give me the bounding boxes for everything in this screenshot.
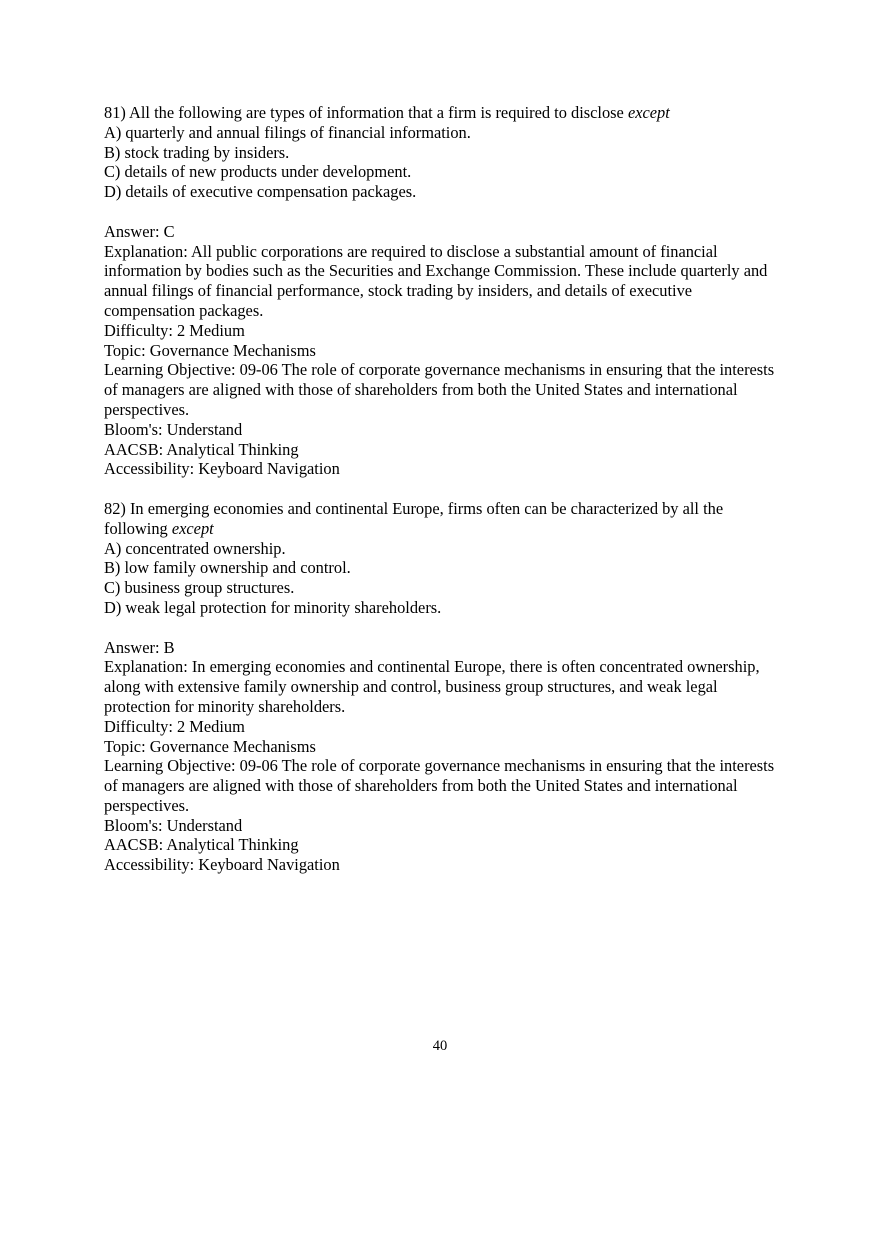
page-content	[104, 103, 784, 875]
question-stem-text: 81) All the following are types of information that a firm is required to disclose	[104, 103, 628, 122]
explanation: Explanation: In emerging economies and continental Europe, there is often concentrated ownership, along with extensive family ownership and control, business group structures, and weak legal protection for minority shareholders.	[104, 657, 760, 716]
spacer	[104, 202, 784, 222]
explanation: Explanation: All public corporations are required to disclose a substantial amount of financial information by bodies such as the Securities and Exchange Commission. These include quarterly and annual filings of financial performance, stock trading by insiders, and details of executive compensation packages.	[104, 241, 768, 320]
answer-key: Answer: C	[104, 221, 175, 241]
topic: Topic: Governance Mechanisms	[104, 736, 316, 756]
answer-option: D) weak legal protection for minority shareholders.	[104, 597, 442, 617]
difficulty: Difficulty: 2 Medium	[104, 320, 245, 340]
accessibility-tag: Accessibility: Keyboard Navigation	[104, 459, 340, 479]
question-block	[104, 103, 784, 479]
aacsb-tag: AACSB: Analytical Thinking	[104, 835, 299, 855]
question-stem	[104, 499, 784, 539]
question-stem-emphasis: except	[171, 518, 214, 538]
question-block	[104, 499, 784, 875]
answer-option: D) details of executive compensation packages.	[104, 182, 417, 202]
question-stem-text: 82) In emerging economies and continental Europe, firms often can be characterized by all the following	[104, 498, 724, 538]
topic: Topic: Governance Mechanisms	[104, 340, 316, 360]
spacer	[104, 618, 784, 638]
answer-key: Answer: B	[104, 637, 175, 657]
aacsb-tag: AACSB: Analytical Thinking	[104, 439, 299, 459]
learning-objective: Learning Objective: 09-06 The role of corporate governance mechanisms in ensuring that the interests of managers are aligned with those of shareholders from both the United States and international perspectives.	[104, 756, 775, 815]
answer-option: A) quarterly and annual filings of financial information.	[104, 122, 471, 142]
difficulty: Difficulty: 2 Medium	[104, 716, 245, 736]
learning-objective: Learning Objective: 09-06 The role of corporate governance mechanisms in ensuring that the interests of managers are aligned with those of shareholders from both the United States and international perspectives.	[104, 360, 775, 419]
answer-option: B) low family ownership and control.	[104, 558, 351, 578]
page-number: 40	[432, 1038, 448, 1054]
answer-option: A) concentrated ownership.	[104, 538, 286, 558]
answer-option: C) details of new products under development.	[104, 162, 412, 182]
accessibility-tag: Accessibility: Keyboard Navigation	[104, 855, 340, 875]
answer-option: B) stock trading by insiders.	[104, 142, 290, 162]
question-stem	[104, 103, 784, 123]
spacer	[104, 479, 784, 499]
answer-option: C) business group structures.	[104, 578, 295, 598]
blooms-level: Bloom's: Understand	[104, 419, 243, 439]
question-stem-emphasis: except	[627, 103, 670, 122]
blooms-level: Bloom's: Understand	[104, 815, 243, 835]
